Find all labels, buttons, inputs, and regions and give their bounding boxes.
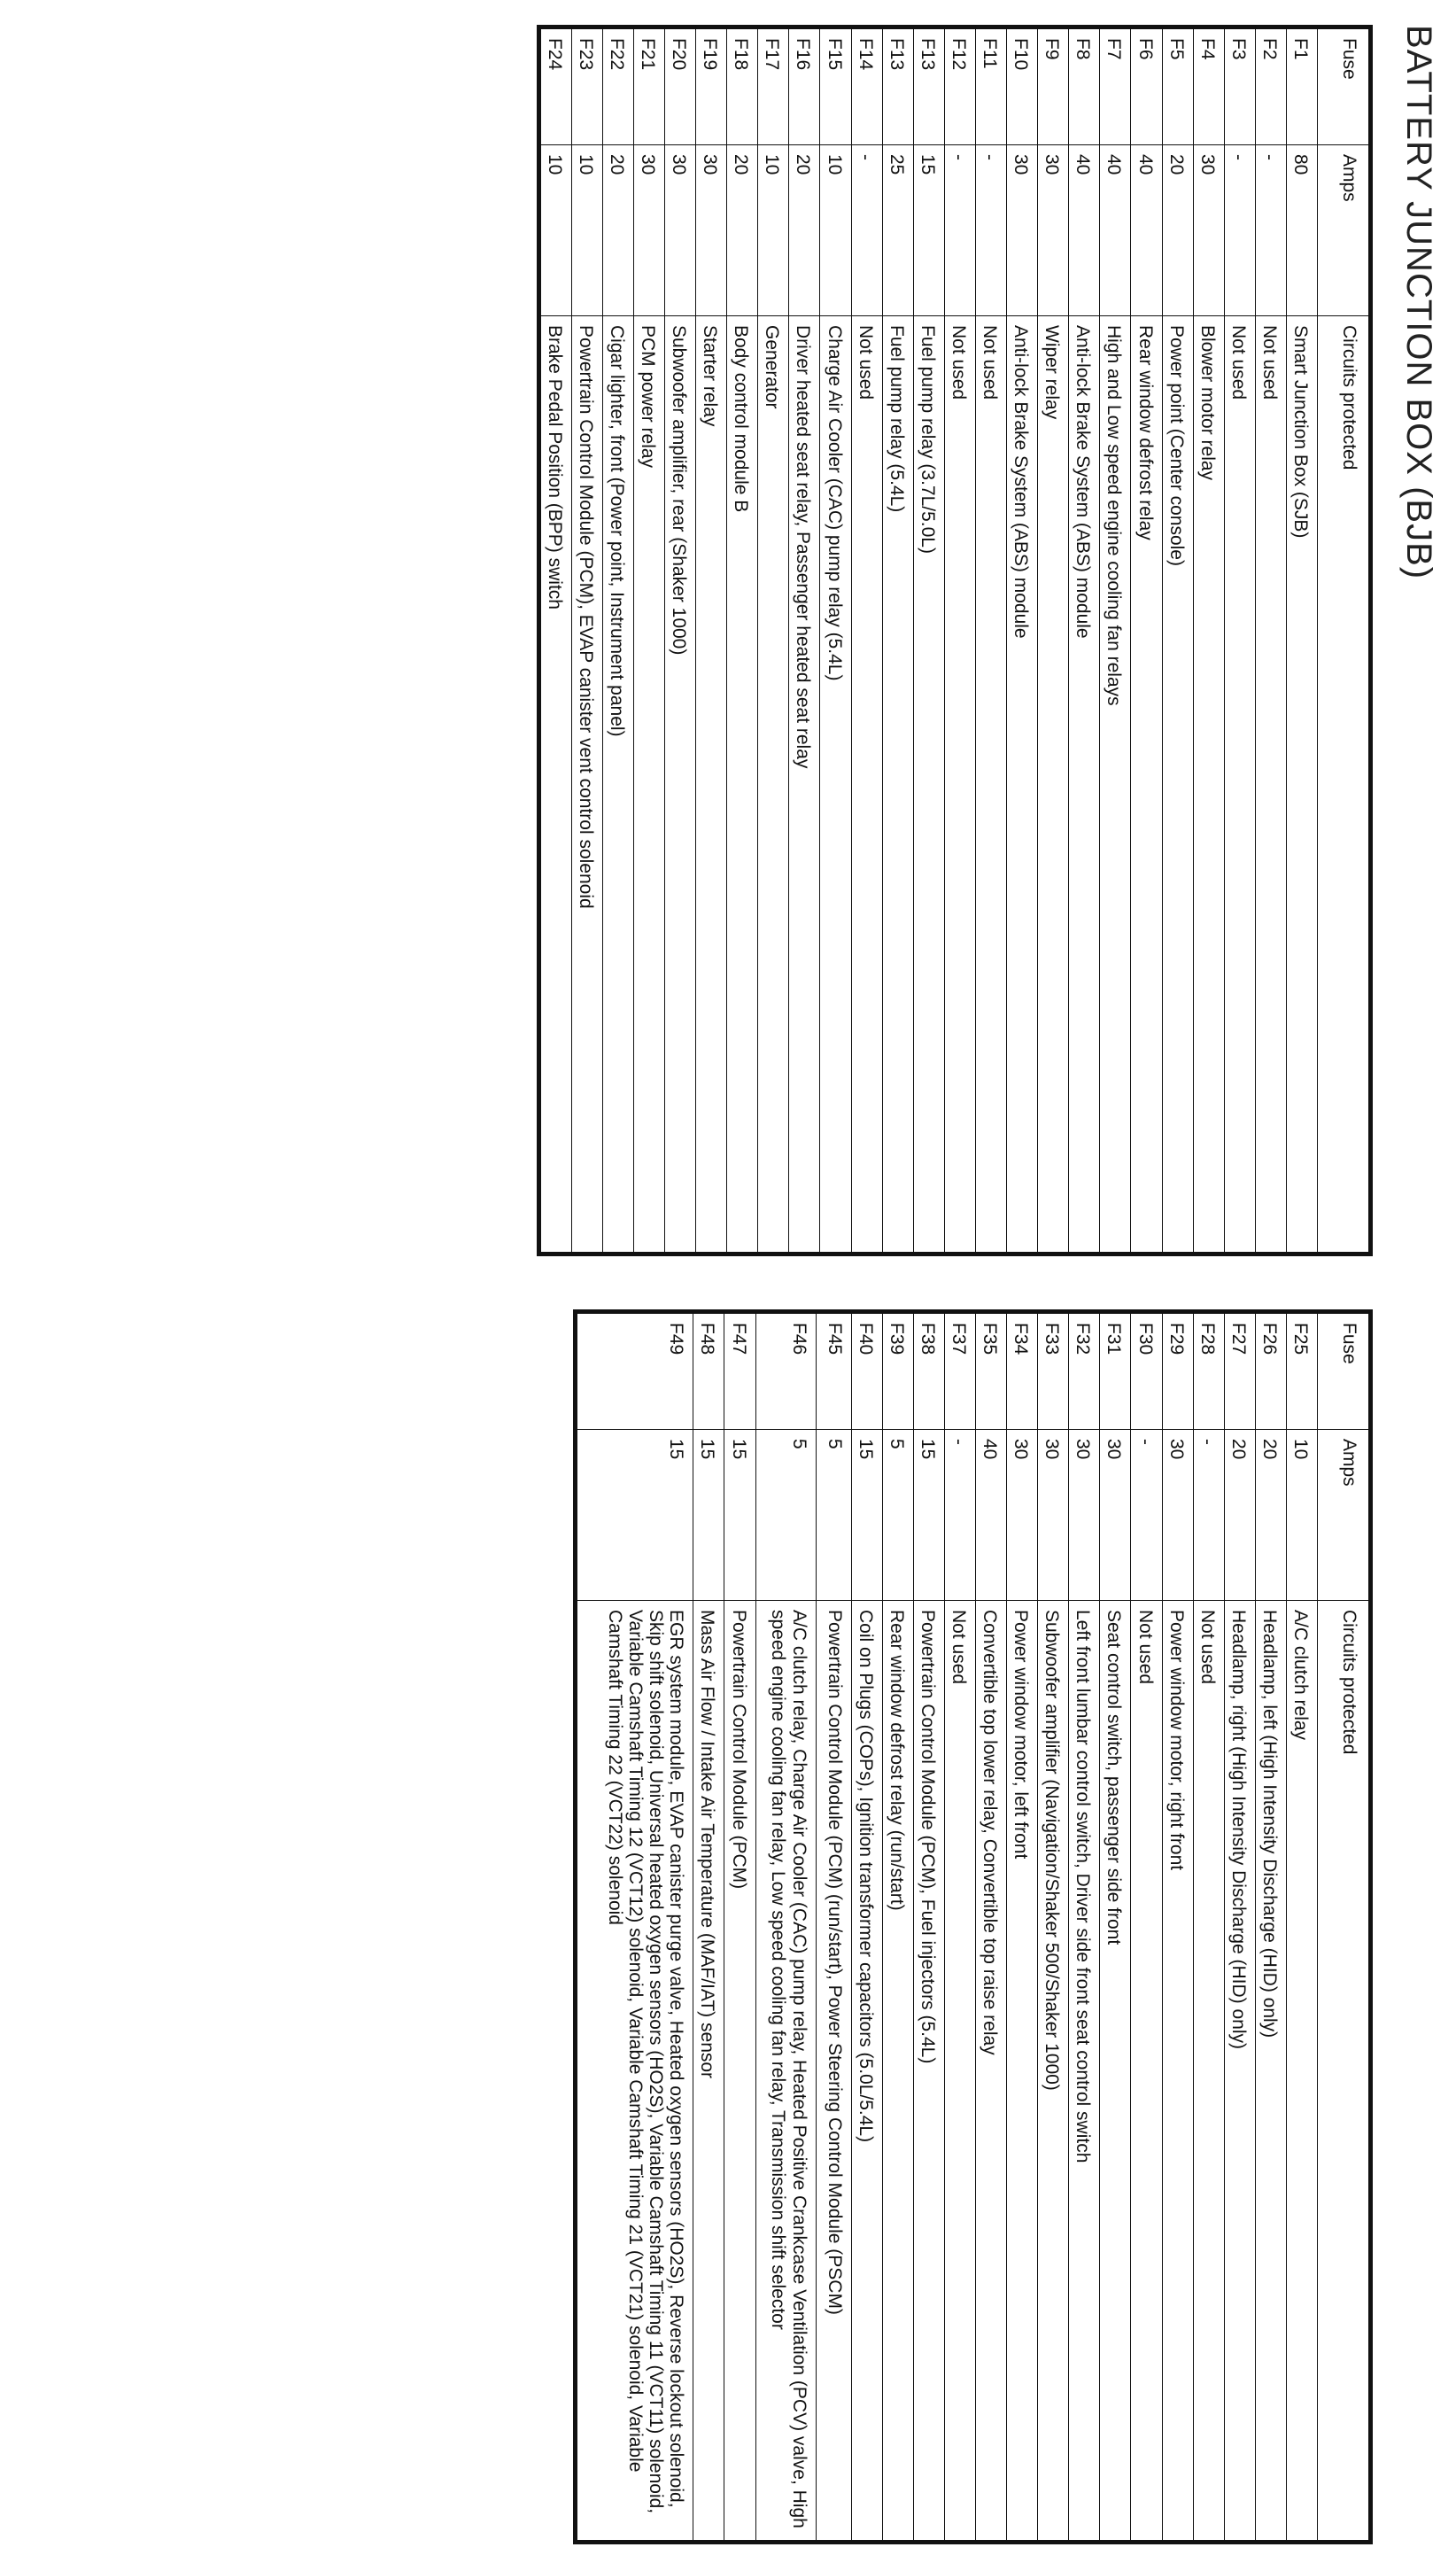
amps-cell: 20 <box>789 145 820 316</box>
circuits-cell: Not used <box>1224 316 1255 1254</box>
circuits-cell: Charge Air Cooler (CAC) pump relay (5.4L) <box>820 316 851 1254</box>
table-row <box>1038 1312 1069 2543</box>
circuits-cell: Powertrain Control Module (PCM) (run/start), Power Steering Control Module (PSCM) <box>816 1601 851 2543</box>
circuits-cell: Power point (Center console) <box>1162 316 1193 1254</box>
table-row <box>1069 27 1100 1254</box>
table-row <box>1193 27 1224 1254</box>
amps-cell: 10 <box>538 145 571 316</box>
amps-cell: 5 <box>816 1430 851 1601</box>
fuse-cell: F13 <box>882 27 913 145</box>
circuits-cell: Coil on Plugs (COPs), Ignition transformer capacitors (5.0L/5.4L) <box>851 1601 882 2543</box>
amps-column-header: Amps <box>1318 1430 1371 1601</box>
table-row <box>1255 1312 1286 2543</box>
amps-column-header: Amps <box>1318 145 1371 316</box>
fuse-cell: F26 <box>1255 1312 1286 1430</box>
amps-cell: 40 <box>1069 145 1100 316</box>
circuits-cell: Rear window defrost relay (run/start) <box>882 1601 913 2543</box>
fuse-table-right <box>573 1309 1373 2544</box>
amps-cell: - <box>851 145 882 316</box>
amps-cell: 15 <box>851 1430 882 1601</box>
circuits-cell: Not used <box>1131 1601 1162 2543</box>
circuits-cell: Powertrain Control Module (PCM), Fuel injectors (5.4L) <box>913 1601 944 2543</box>
table-row <box>693 1312 724 2543</box>
table-row <box>975 1312 1006 2543</box>
fuse-cell: F24 <box>538 27 571 145</box>
amps-cell: - <box>1255 145 1286 316</box>
table-row <box>576 1312 693 2543</box>
amps-cell: 30 <box>1162 1430 1193 1601</box>
amps-cell: 30 <box>696 145 727 316</box>
circuits-cell: Headlamp, left (High Intensity Discharge (HID) only) <box>1255 1601 1286 2543</box>
circuits-cell: Anti-lock Brake System (ABS) module <box>1007 316 1038 1254</box>
amps-cell: 30 <box>1193 145 1224 316</box>
table-row <box>820 27 851 1254</box>
table-row <box>1069 1312 1100 2543</box>
table-row <box>944 1312 975 2543</box>
table-row <box>727 27 758 1254</box>
amps-cell: 15 <box>724 1430 755 1601</box>
fuse-cell: F34 <box>1007 1312 1038 1430</box>
circuits-cell: Seat control switch, passenger side front <box>1100 1601 1131 2543</box>
fuse-cell: F9 <box>1038 27 1069 145</box>
circuits-cell: Anti-lock Brake System (ABS) module <box>1069 316 1100 1254</box>
fuse-table-right-body <box>576 1312 1318 2543</box>
fuse-cell: F5 <box>1162 27 1193 145</box>
amps-cell: - <box>944 145 975 316</box>
fuse-cell: F6 <box>1131 27 1162 145</box>
circuits-cell: A/C clutch relay <box>1286 1601 1317 2543</box>
table-row <box>851 27 882 1254</box>
circuits-cell: Starter relay <box>696 316 727 1254</box>
fuse-cell: F38 <box>913 1312 944 1430</box>
circuits-cell: Blower motor relay <box>1193 316 1224 1254</box>
table-row <box>665 27 696 1254</box>
circuits-cell: Cigar lighter, front (Power point, Instrument panel) <box>602 316 633 1254</box>
table-header-row <box>1318 27 1371 1254</box>
table-row <box>1255 27 1286 1254</box>
fuse-table-left-body <box>538 27 1317 1254</box>
table-row <box>696 27 727 1254</box>
table-row <box>913 1312 944 2543</box>
fuse-cell: F22 <box>602 27 633 145</box>
fuse-cell: F23 <box>571 27 602 145</box>
amps-cell: 80 <box>1286 145 1317 316</box>
fuse-cell: F12 <box>944 27 975 145</box>
circuits-cell: Not used <box>851 316 882 1254</box>
table-row <box>571 27 602 1254</box>
table-row <box>944 27 975 1254</box>
fuse-cell: F45 <box>816 1312 851 1430</box>
circuits-cell: Rear window defrost relay <box>1131 316 1162 1254</box>
fuse-cell: F4 <box>1193 27 1224 145</box>
circuits-cell: High and Low speed engine cooling fan relays <box>1100 316 1131 1254</box>
amps-cell: 10 <box>571 145 602 316</box>
table-row <box>1193 1312 1224 2543</box>
circuits-cell: Headlamp, right (High Intensity Discharge (HID) only) <box>1224 1601 1255 2543</box>
amps-cell: 15 <box>693 1430 724 1601</box>
table-row <box>724 1312 755 2543</box>
table-row <box>1162 1312 1193 2543</box>
amps-cell: 30 <box>1007 1430 1038 1601</box>
amps-cell: 20 <box>1162 145 1193 316</box>
fuse-cell: F47 <box>724 1312 755 1430</box>
fuse-cell: F30 <box>1131 1312 1162 1430</box>
fuse-column-header: Fuse <box>1318 1312 1371 1430</box>
table-row <box>1131 1312 1162 2543</box>
fuse-cell: F25 <box>1286 1312 1317 1430</box>
amps-cell: 30 <box>1007 145 1038 316</box>
circuits-cell: Power window motor, left front <box>1007 1601 1038 2543</box>
fuse-cell: F19 <box>696 27 727 145</box>
table-row <box>1131 27 1162 1254</box>
fuse-cell: F21 <box>633 27 664 145</box>
fuse-cell: F46 <box>755 1312 816 1430</box>
table-row <box>1007 1312 1038 2543</box>
amps-cell: 5 <box>882 1430 913 1601</box>
fuse-table-left <box>537 25 1373 1256</box>
fuse-cell: F16 <box>789 27 820 145</box>
amps-cell: 15 <box>913 145 944 316</box>
table-row <box>538 27 571 1254</box>
fuse-cell: F20 <box>665 27 696 145</box>
fuse-cell: F15 <box>820 27 851 145</box>
table-row <box>1038 27 1069 1254</box>
circuits-cell: Driver heated seat relay, Passenger heated seat relay <box>789 316 820 1254</box>
circuits-cell: Brake Pedal Position (BPP) switch <box>538 316 571 1254</box>
fuse-cell: F1 <box>1286 27 1317 145</box>
circuits-cell: EGR system module, EVAP canister purge valve, Heated oxygen sensors (HO2S), Reverse lockout solenoid, Skip shift solenoid, Universal heated oxygen sensors (HO2S), Variable Camshaft Timing 11 (VCT11) solenoid, Variable Camshaft Timing 12 (VCT12) solenoid, Variable Camshaft Timing 21 (VCT21) solenoid, Variable Camshaft Timing 22 (VCT22) solenoid <box>576 1601 693 2543</box>
circuits-cell: Wiper relay <box>1038 316 1069 1254</box>
fuse-cell: F29 <box>1162 1312 1193 1430</box>
table-row <box>1100 27 1131 1254</box>
circuits-cell: Left front lumbar control switch, Driver side front seat control switch <box>1069 1601 1100 2543</box>
circuits-cell: A/C clutch relay, Charge Air Cooler (CAC) pump relay, Heated Positive Crankcase Ventilation (PCV) valve, High speed engine cooling fan relay, Low speed cooling fan relay, Transmission shift selector <box>755 1601 816 2543</box>
amps-cell: 40 <box>1100 145 1131 316</box>
table-row <box>1007 27 1038 1254</box>
circuits-cell: Not used <box>1255 316 1286 1254</box>
fuse-cell: F32 <box>1069 1312 1100 1430</box>
fuse-cell: F10 <box>1007 27 1038 145</box>
fuse-cell: F17 <box>758 27 789 145</box>
circuits-cell: Mass Air Flow / Intake Air Temperature (MAF/IAT) sensor <box>693 1601 724 2543</box>
table-row <box>882 1312 913 2543</box>
fuse-cell: F37 <box>944 1312 975 1430</box>
amps-cell: - <box>975 145 1006 316</box>
table-row <box>758 27 789 1254</box>
amps-cell: - <box>1224 145 1255 316</box>
amps-cell: 25 <box>882 145 913 316</box>
circuits-cell: Not used <box>1193 1601 1224 2543</box>
table-header-row <box>1318 1312 1371 2543</box>
circuits-cell: Subwoofer amplifier, rear (Shaker 1000) <box>665 316 696 1254</box>
fuse-cell: F3 <box>1224 27 1255 145</box>
table-row <box>633 27 664 1254</box>
table-row <box>1100 1312 1131 2543</box>
amps-cell: 15 <box>913 1430 944 1601</box>
circuits-cell: Power window motor, right front <box>1162 1601 1193 2543</box>
table-row <box>789 27 820 1254</box>
amps-cell: - <box>944 1430 975 1601</box>
fuse-cell: F11 <box>975 27 1006 145</box>
fuse-cell: F33 <box>1038 1312 1069 1430</box>
table-row <box>882 27 913 1254</box>
circuits-cell: Not used <box>975 316 1006 1254</box>
amps-cell: 20 <box>1255 1430 1286 1601</box>
fuse-cell: F13 <box>913 27 944 145</box>
amps-cell: 20 <box>727 145 758 316</box>
amps-cell: 10 <box>1286 1430 1317 1601</box>
fuse-cell: F28 <box>1193 1312 1224 1430</box>
fuse-cell: F31 <box>1100 1312 1131 1430</box>
amps-cell: 10 <box>820 145 851 316</box>
circuits-cell: Not used <box>944 316 975 1254</box>
amps-cell: 5 <box>755 1430 816 1601</box>
circuits-cell: Subwoofer amplifier (Navigation/Shaker 500/Shaker 1000) <box>1038 1601 1069 2543</box>
fuse-cell: F49 <box>576 1312 693 1430</box>
fuse-cell: F27 <box>1224 1312 1255 1430</box>
circuits-cell: Not used <box>944 1601 975 2543</box>
amps-cell: 40 <box>1131 145 1162 316</box>
circuits-cell: Generator <box>758 316 789 1254</box>
circuits-cell: Powertrain Control Module (PCM) <box>724 1601 755 2543</box>
fuse-cell: F35 <box>975 1312 1006 1430</box>
circuits-cell: PCM power relay <box>633 316 664 1254</box>
fuse-cell: F18 <box>727 27 758 145</box>
amps-cell: 30 <box>1038 145 1069 316</box>
table-row <box>851 1312 882 2543</box>
fuse-column-header: Fuse <box>1318 27 1371 145</box>
amps-cell: 30 <box>1100 1430 1131 1601</box>
amps-cell: 20 <box>1224 1430 1255 1601</box>
table-row <box>1224 1312 1255 2543</box>
circuits-cell: Body control module B <box>727 316 758 1254</box>
amps-cell: 30 <box>665 145 696 316</box>
table-row <box>602 27 633 1254</box>
fuse-cell: F39 <box>882 1312 913 1430</box>
fuse-cell: F2 <box>1255 27 1286 145</box>
fuse-cell: F14 <box>851 27 882 145</box>
table-row <box>755 1312 816 2543</box>
fuse-cell: F48 <box>693 1312 724 1430</box>
table-row <box>1286 27 1317 1254</box>
circuits-column-header: Circuits protected <box>1318 1601 1371 2543</box>
amps-cell: 40 <box>975 1430 1006 1601</box>
page-title: BATTERY JUNCTION BOX (BJB) <box>1399 25 1438 580</box>
amps-cell: 15 <box>576 1430 693 1601</box>
fuse-cell: F40 <box>851 1312 882 1430</box>
circuits-cell: Powertrain Control Module (PCM), EVAP canister vent control solenoid <box>571 316 602 1254</box>
amps-cell: - <box>1131 1430 1162 1601</box>
circuits-cell: Fuel pump relay (5.4L) <box>882 316 913 1254</box>
amps-cell: 10 <box>758 145 789 316</box>
table-row <box>1162 27 1193 1254</box>
circuits-cell: Smart Junction Box (SJB) <box>1286 316 1317 1254</box>
circuits-cell: Fuel pump relay (3.7L/5.0L) <box>913 316 944 1254</box>
amps-cell: 20 <box>602 145 633 316</box>
amps-cell: 30 <box>1069 1430 1100 1601</box>
fuse-cell: F8 <box>1069 27 1100 145</box>
fuse-cell: F7 <box>1100 27 1131 145</box>
table-row <box>1286 1312 1317 2543</box>
table-row <box>913 27 944 1254</box>
circuits-cell: Convertible top lower relay, Convertible top raise relay <box>975 1601 1006 2543</box>
table-row <box>816 1312 851 2543</box>
amps-cell: - <box>1193 1430 1224 1601</box>
table-row <box>1224 27 1255 1254</box>
amps-cell: 30 <box>633 145 664 316</box>
circuits-column-header: Circuits protected <box>1318 316 1371 1254</box>
amps-cell: 30 <box>1038 1430 1069 1601</box>
table-row <box>975 27 1006 1254</box>
